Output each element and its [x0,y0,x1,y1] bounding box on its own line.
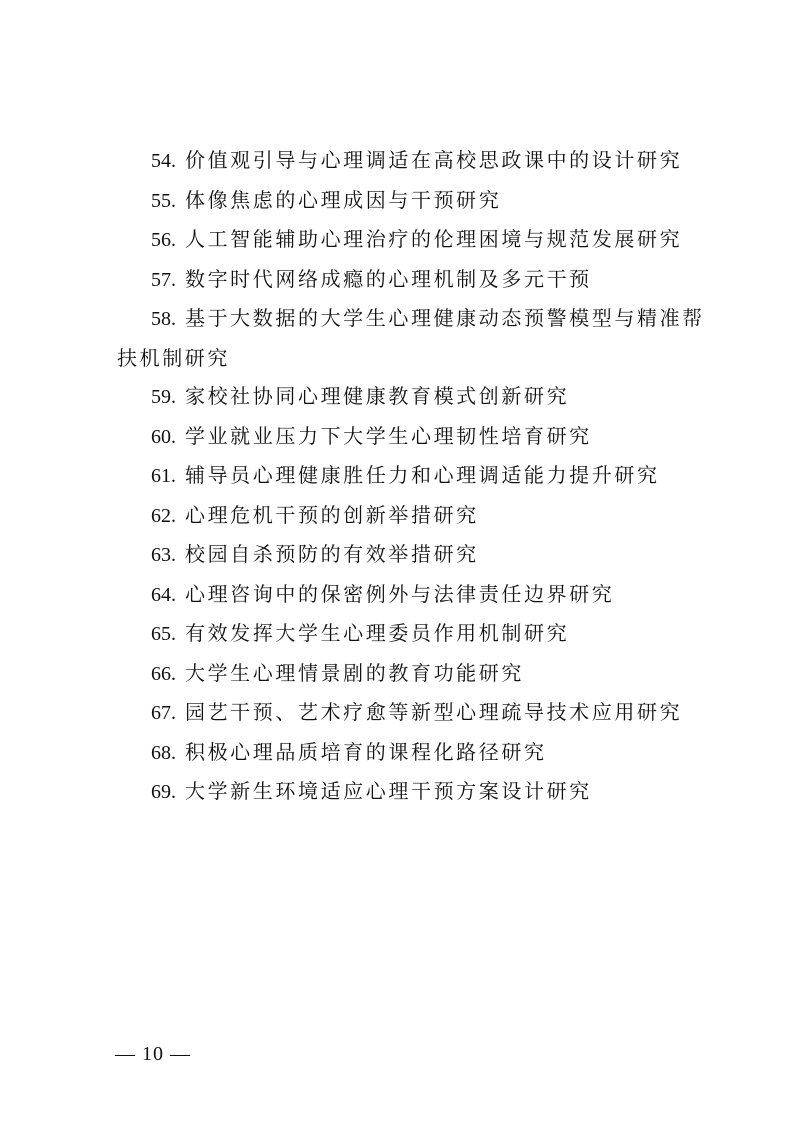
topic-number: 54. [151,150,176,172]
topic-text: 园艺干预、艺术疗愈等新型心理疏导技术应用研究 [184,700,683,724]
topic-number: 68. [151,741,176,764]
topic-text: 基于大数据的大学生心理健康动态预警模型与精准帮扶机制研究 [117,306,705,370]
topic-item [117,417,717,457]
topic-item [117,299,717,377]
topic-number: 60. [151,425,176,448]
topic-number: 64. [151,583,176,606]
topic-text: 心理危机干预的创新举措研究 [184,502,479,527]
topic-item [117,654,717,694]
topic-text: 积极心理品质培育的课程化路径研究 [184,739,547,764]
topic-text: 体像焦虑的心理成因与干预研究 [184,187,502,212]
topic-number: 62. [151,504,176,527]
topic-item [117,141,717,181]
topic-text: 心理咨询中的保密例外与法律责任边界研究 [184,581,615,606]
topic-item [117,535,717,575]
topic-text: 辅导员心理健康胜任力和心理调适能力提升研究 [184,463,660,487]
topic-number: 58. [151,308,176,330]
topic-item [117,220,717,260]
topic-text: 家校社协同心理健康教育模式创新研究 [184,384,570,408]
topic-number: 66. [151,662,176,685]
topic-item [117,614,717,654]
topic-item [117,456,717,496]
topic-text: 大学新生环境适应心理干预方案设计研究 [184,779,592,803]
topic-item [117,693,717,733]
topic-number: 57. [151,268,176,291]
topic-item [117,575,717,615]
topic-number: 67. [151,702,176,724]
topic-text: 大学生心理情景剧的教育功能研究 [184,660,524,685]
topic-text: 价值观引导与心理调适在高校思政课中的设计研究 [184,148,683,172]
research-topic-list [117,141,717,812]
topic-item [117,496,717,536]
topic-text: 校园自杀预防的有效举措研究 [184,542,479,566]
topic-number: 69. [151,781,176,803]
topic-number: 59. [151,386,176,408]
topic-text: 数字时代网络成瘾的心理机制及多元干预 [184,266,592,291]
topic-number: 56. [151,229,176,251]
topic-item [117,733,717,773]
topic-text: 有效发挥大学生心理委员作用机制研究 [184,621,570,645]
topic-item [117,377,717,417]
topic-text: 学业就业压力下大学生心理韧性培育研究 [184,423,592,448]
topic-item [117,772,717,812]
topic-number: 63. [151,544,176,566]
topic-number: 61. [151,465,176,487]
topic-number: 65. [151,623,176,645]
page-number: — 10 — [115,1043,191,1065]
topic-number: 55. [151,189,176,212]
topic-item [117,260,717,300]
topic-text: 人工智能辅助心理治疗的伦理困境与规范发展研究 [184,227,683,251]
topic-item [117,181,717,221]
